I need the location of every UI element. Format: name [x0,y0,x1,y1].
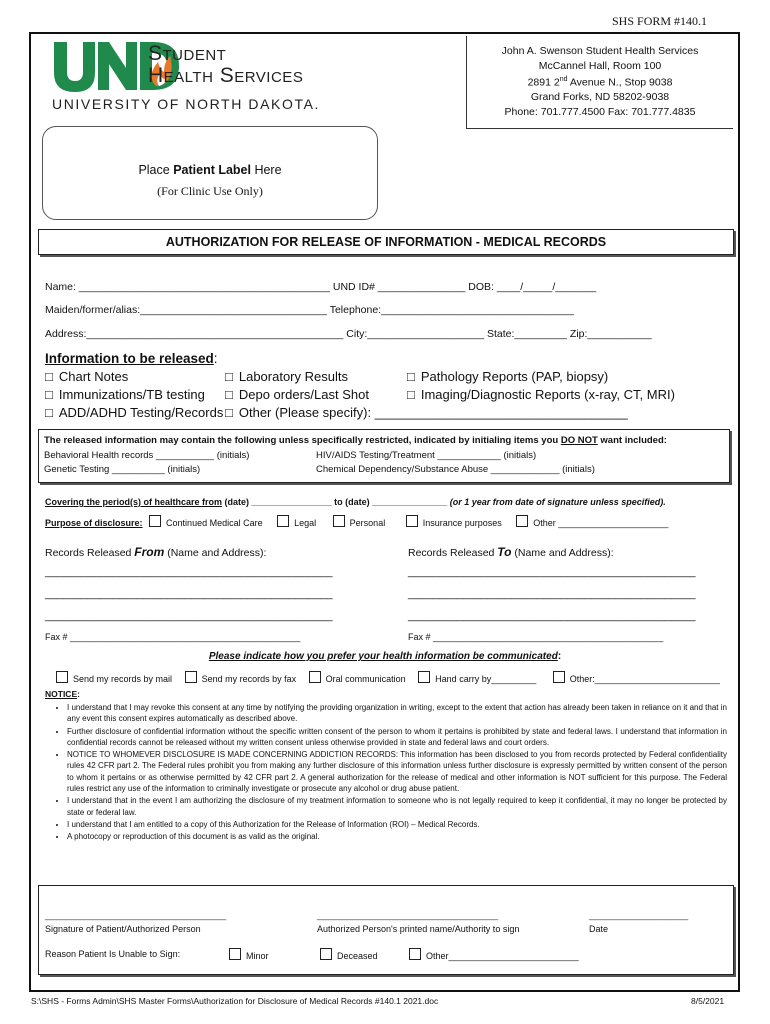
checkbox-icon [333,515,345,527]
address-line2: McCannel Hall, Room 100 [538,59,662,72]
records-from-line-1[interactable]: _______________________________________________ [45,566,333,578]
footer-date: 8/5/2021 [691,996,725,1006]
checkbox-icon [409,948,421,960]
purpose-row [45,515,668,528]
date-line[interactable]: _________________ [589,909,689,921]
period-field[interactable]: Covering the period(s) of healthcare from (date) ________________ to (date) _______________ (or 1 year from date of signature unless specified). [45,497,666,507]
info-laboratory[interactable]: □ Laboratory Results [225,369,348,384]
notice-item: • I understand that I may revoke this consent at any time by notifying the providing organization in writing, except to the extent that action has already been taken in reliance on it and that in any event this consent expires automatically as described above. [67,702,727,725]
info-heading: Information to be released: [45,351,218,366]
address-line4: Grand Forks, ND 58202-9038 [530,91,670,103]
notice-item: • I understand that in the event I am authorizing the disclosure of my treatment information to someone who is not legally required to keep it confidential, it may no longer be protected by state or federal law. [67,795,727,818]
checkbox-icon: □ [45,369,53,384]
address-line1: John A. Swenson Student Health Services [501,45,699,57]
logo-name-line1: Student [148,42,227,65]
checkbox-icon [229,948,241,960]
form-title: AUTHORIZATION FOR RELEASE OF INFORMATION - MEDICAL RECORDS [38,229,734,255]
records-from-line-3[interactable]: _______________________________________________ [45,610,333,622]
restricted-hiv[interactable]: HIV/AIDS Testing/Treatment ____________ (initials) [316,450,537,461]
und-logo [52,40,342,120]
unable-minor[interactable]: Minor [229,948,269,961]
patient-label-box [42,126,378,220]
clinic-use-note: (For Clinic Use Only) [157,184,263,198]
name-id-dob-field[interactable]: Name: ___________________________________________ UND ID# _______________ DOB: ____/_____/_______ [45,281,597,293]
maiden-telephone-field[interactable]: Maiden/former/alias:________________________________ Telephone:_________________________________ [45,304,574,316]
records-to-line-3[interactable]: _______________________________________________ [408,610,696,622]
purpose-personal[interactable]: Personal [333,518,386,528]
notice-item: • Further disclosure of confidential information without the specific written consent of the person to whom it pertains is prohibited by state and federal laws. I understand that information in confidential records cannot be released without my written consent unless otherwise provided in state and federal laws and court orders. [67,726,727,749]
unable-other[interactable]: Other__________________________ [409,948,579,961]
purpose-legal[interactable]: Legal [277,518,316,528]
comm-other[interactable]: Other:_________________________ [553,674,720,684]
checkbox-icon [418,671,430,683]
footer-path: S:\SHS - Forms Admin\SHS Master Forms\Authorization for Disclosure of Medical Records #140.1 2021.doc [31,996,439,1006]
records-from-label: Records Released From (Name and Address): [45,545,267,559]
checkbox-icon [185,671,197,683]
checkbox-icon: □ [225,405,233,420]
comm-mail[interactable]: Send my records by mail [56,674,172,684]
form-number: SHS FORM #140.1 [612,14,708,28]
info-chart-notes[interactable]: □ Chart Notes [45,369,129,384]
checkbox-icon [277,515,289,527]
restricted-box [38,429,730,483]
records-to-label: Records Released To (Name and Address): [408,545,614,559]
notice-item: • I understand that I am entitled to a copy of this Authorization for the Release of Information (ROI) – Medical Records. [67,819,727,830]
info-column-3 [407,368,675,404]
purpose-label: Purpose of disclosure: [45,518,143,528]
checkbox-icon: □ [407,387,415,402]
checkbox-icon [406,515,418,527]
comm-oral[interactable]: Oral communication [309,674,406,684]
signature-box [38,885,734,975]
purpose-continued[interactable]: Continued Medical Care [149,518,263,528]
checkbox-icon [309,671,321,683]
checkbox-icon: □ [225,369,233,384]
checkbox-icon [56,671,68,683]
checkbox-icon: □ [225,387,233,402]
checkbox-icon [320,948,332,960]
printed-name-line[interactable]: _______________________________ [317,909,499,921]
printed-name-label: Authorized Person's printed name/Authority to sign [317,924,520,934]
info-immunizations[interactable]: □ Immunizations/TB testing [45,387,205,402]
notice-item: • NOTICE TO WHOMEVER DISCLOSURE IS MADE CONCERNING ADDICTION RECORDS: This information has been disclosed to you from records protected by Federal confidentiality rules 42 CFR part 2. The Federal rules prohibit you from making any further disclosure of this information unless further disclosure is expressly permitted by written consent of the person to whom it pertains or as otherwise permitted by 42 CFR part 2. A general authorization for the release of medical and other information is NOT sufficient for this purpose. The Federal rules restrict any use of the information to criminally investigate or prosecute any alcohol or drug abuse patient. [67,749,727,794]
info-imaging[interactable]: □ Imaging/Diagnostic Reports (x-ray, CT, MRI) [407,387,675,402]
logo-name-line2: Health Services [148,64,304,87]
restricted-genetic[interactable]: Genetic Testing __________ (initials) [44,464,201,475]
checkbox-icon [553,671,565,683]
communication-options [56,671,720,684]
checkbox-icon: □ [407,369,415,384]
restricted-heading: The released information may contain the following unless specifically restricted, indicated by initialing items you DO NOT want included: [44,435,667,446]
records-to-line-1[interactable]: _______________________________________________ [408,566,696,578]
restricted-behavioral[interactable]: Behavioral Health records ___________ (initials) [44,450,250,461]
purpose-insurance[interactable]: Insurance purposes [406,518,502,528]
info-other[interactable]: □ Other (Please specify): ___________________________________ [225,405,628,420]
fax-from-field[interactable]: Fax # ______________________________________________ [45,632,301,642]
patient-signature-line[interactable]: _______________________________ [45,909,227,921]
checkbox-icon [149,515,161,527]
fax-to-field[interactable]: Fax # ______________________________________________ [408,632,664,642]
date-label: Date [589,924,609,934]
checkbox-icon: □ [45,387,53,402]
purpose-other[interactable]: Other ______________________ [516,518,668,528]
clinic-address [466,36,733,129]
info-pathology[interactable]: □ Pathology Reports (PAP, biopsy) [407,369,609,384]
comm-fax[interactable]: Send my records by fax [185,674,297,684]
logo-university: UNIVERSITY OF NORTH DAKOTA. [52,96,321,112]
records-from-line-2[interactable]: _______________________________________________ [45,588,333,600]
unable-to-sign-label: Reason Patient Is Unable to Sign: [45,949,181,959]
patient-signature-label: Signature of Patient/Authorized Person [45,924,201,934]
info-adhd[interactable]: □ ADD/ADHD Testing/Records [45,405,224,420]
communication-heading: Please indicate how you prefer your health information be communicated: [208,651,562,662]
restricted-chemical[interactable]: Chemical Dependency/Substance Abuse _____________ (initials) [316,464,595,475]
unable-deceased[interactable]: Deceased [320,948,378,961]
notice-heading: NOTICE: [45,689,80,699]
address-city-field[interactable]: Address:____________________________________________ City:____________________ State:_________ Zip:___________ [45,328,652,340]
checkbox-icon [516,515,528,527]
checkbox-icon: □ [45,405,53,420]
info-column-1 [45,368,223,422]
notice-item: • A photocopy or reproduction of this document is as valid as the original. [67,831,727,842]
address-phone-fax: Phone: 701.777.4500 Fax: 701.777.4835 [504,105,696,118]
notice-list [45,702,727,844]
address-line3: 2891 2nd Avenue N., Stop 9038 [527,76,673,89]
info-depo[interactable]: □ Depo orders/Last Shot [225,387,369,402]
comm-hand-carry[interactable]: Hand carry by_________ [418,674,536,684]
records-to-line-2[interactable]: _______________________________________________ [408,588,696,600]
patient-label-text: Place Patient Label Here [138,163,282,177]
